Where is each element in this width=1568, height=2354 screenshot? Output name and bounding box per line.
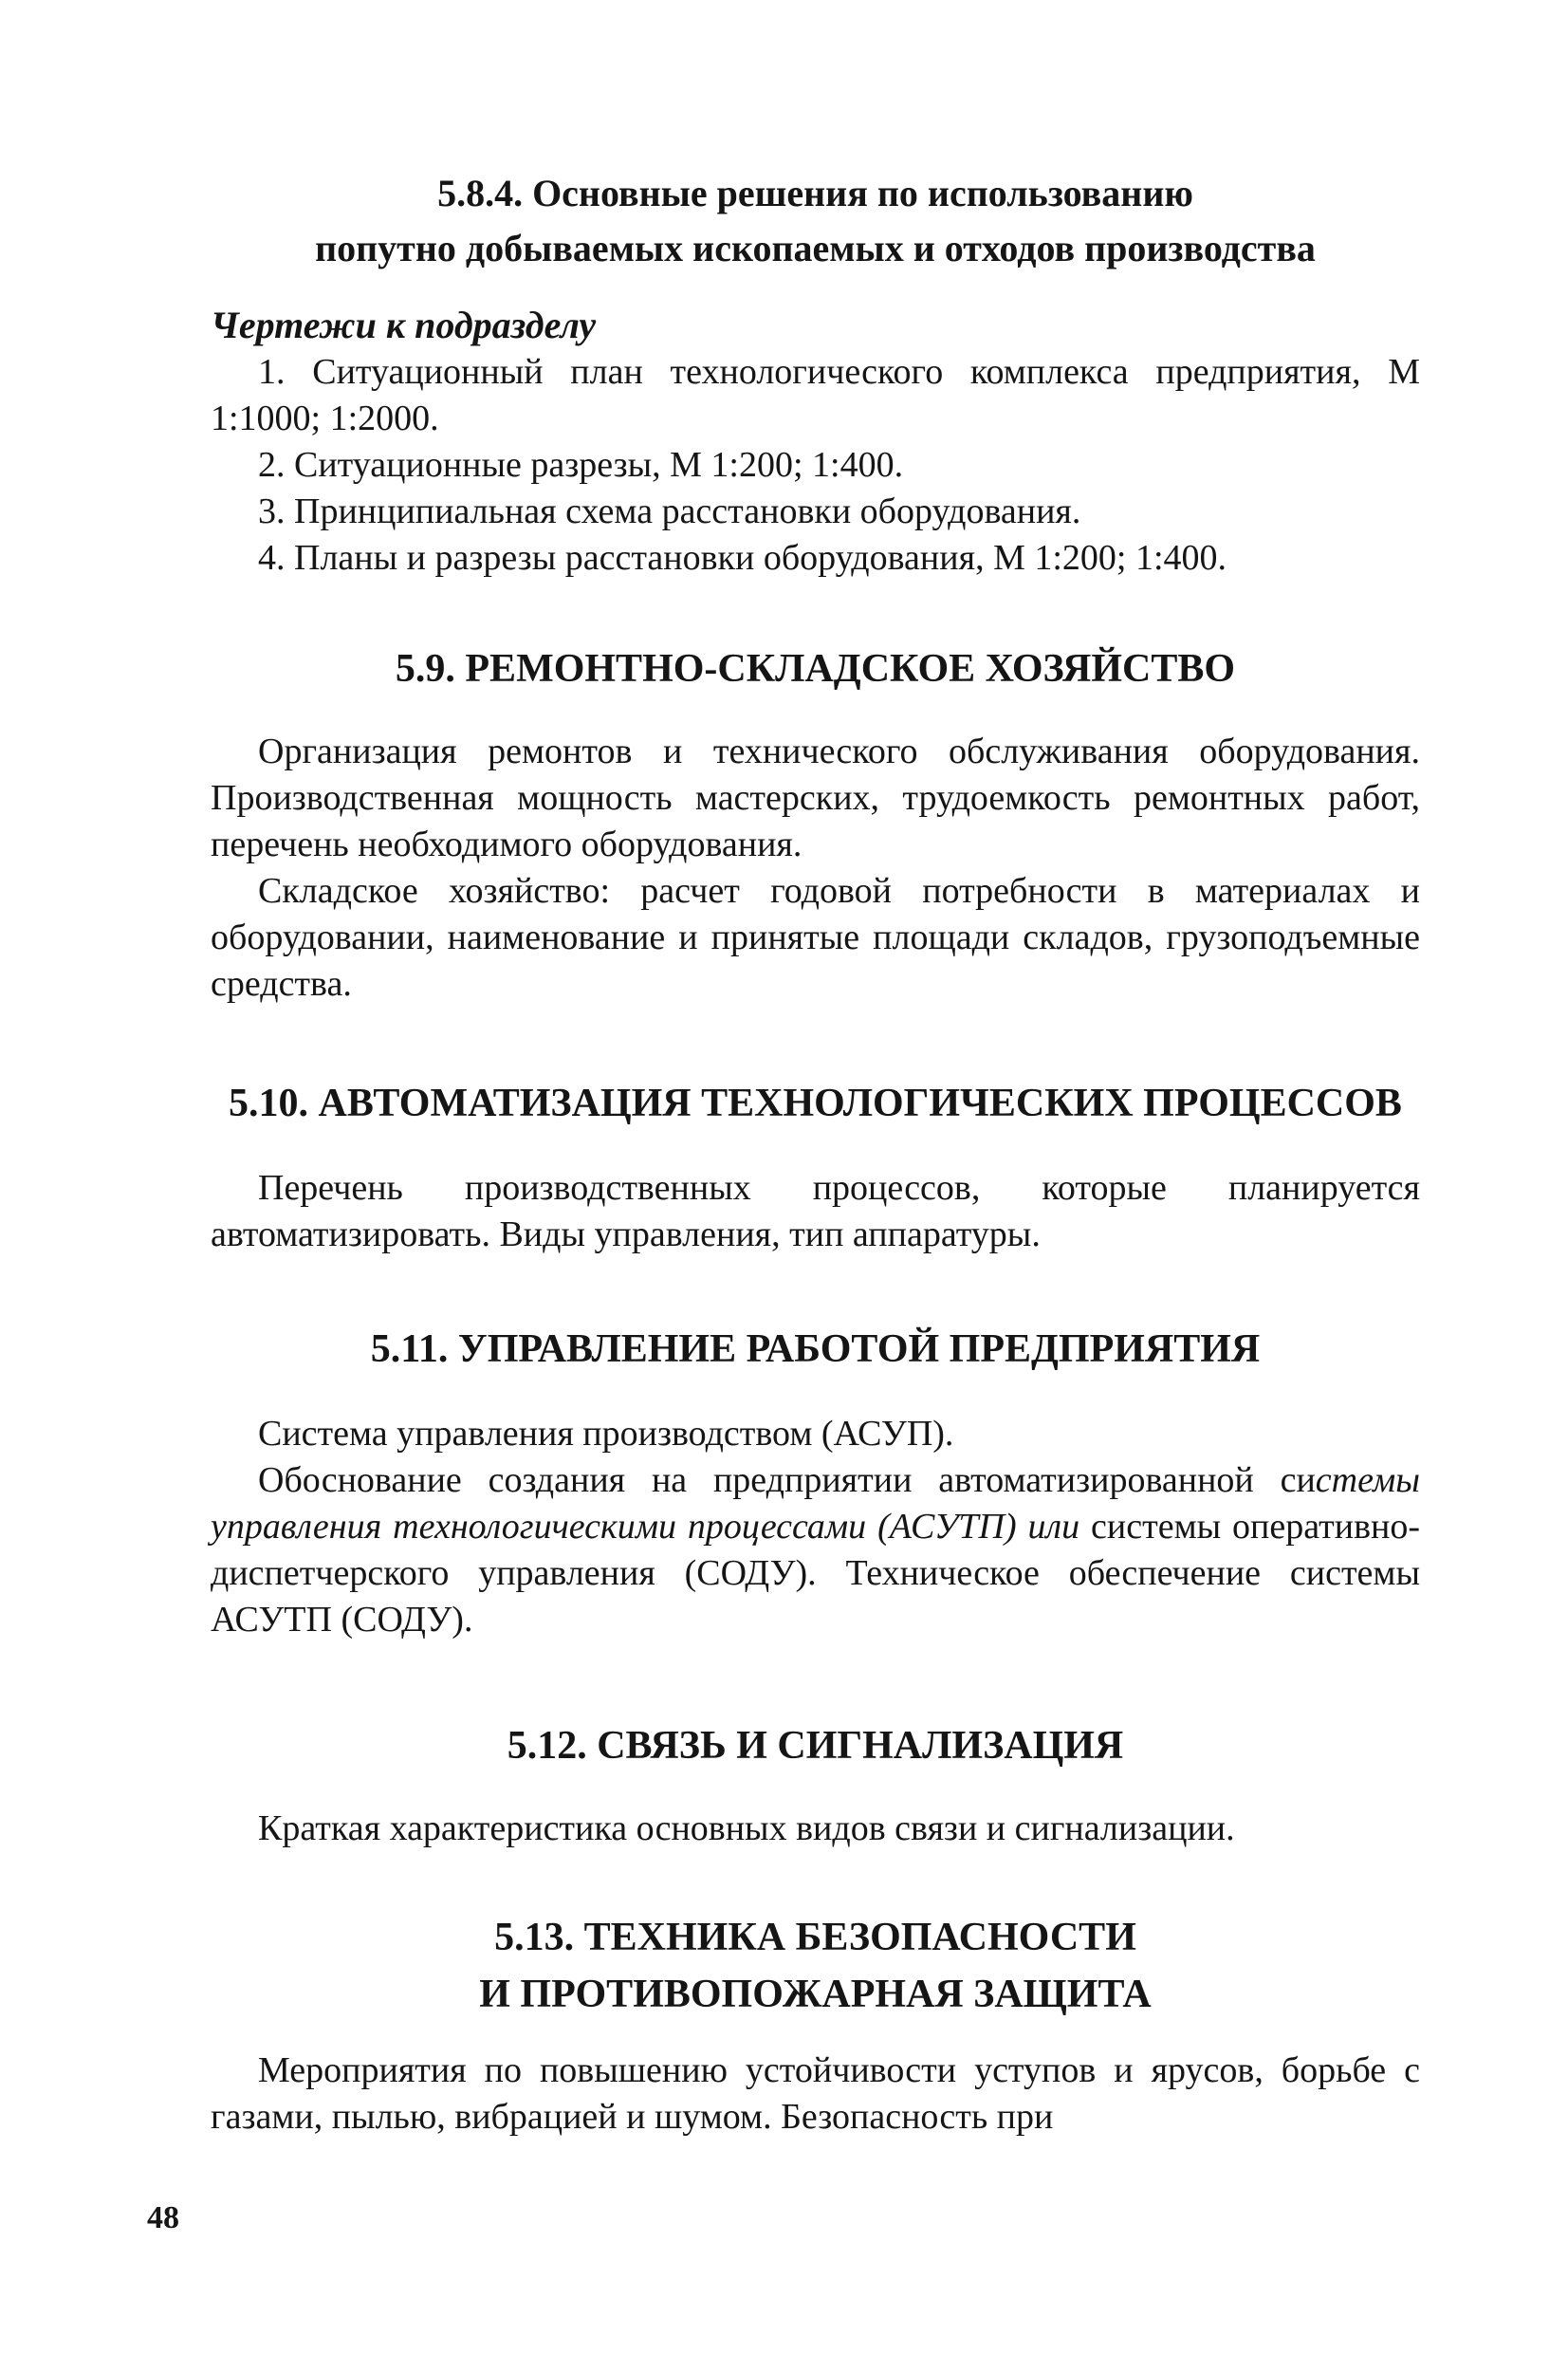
section-5-12-body <box>211 1806 1420 1852</box>
section-5-12 <box>211 1717 1420 1774</box>
drawing-item: 3. Принципиальная схема расстановки оборудования. <box>258 491 1081 531</box>
subsection-5-8-4 <box>211 166 1420 276</box>
italic-text-run: стемы управления технологическими процессами (АСУТП) или <box>211 1460 1420 1547</box>
text-run: Обоснование создания на предприятии автоматизированной си <box>258 1460 1316 1500</box>
section-5-9-body <box>211 729 1420 1008</box>
section-5-13-body <box>211 2048 1420 2141</box>
text-run: системы оперативно-диспетчерского управления (СОДУ). Техническое обеспечение системы АСУТП (СОДУ). <box>211 1507 1421 1640</box>
drawing-item: 1. Ситуационный план технологического комплекса предприятия, М 1:1000; 1:2000. <box>211 352 1420 438</box>
drawing-item: 4. Планы и разрезы расстановки оборудования, М 1:200; 1:400. <box>258 538 1227 578</box>
paragraph: Система управления производством (АСУП). <box>258 1414 954 1454</box>
section-title-line-1: 5.13. ТЕХНИКА БЕЗОПАСНОСТИ <box>494 1916 1136 1959</box>
section-5-9 <box>211 640 1420 697</box>
section-title: 5.12. СВЯЗЬ И СИГНАЛИЗАЦИЯ <box>507 1724 1124 1768</box>
drawings-block <box>211 302 1420 582</box>
section-5-10 <box>211 1075 1420 1132</box>
section-5-11 <box>211 1321 1420 1378</box>
drawing-item: 2. Ситуационные разрезы, М 1:200; 1:400. <box>258 445 904 485</box>
section-5-11-body <box>211 1411 1420 1643</box>
subsection-title-line-2: попутно добываемых ископаемых и отходов производства <box>315 227 1316 269</box>
paragraph: Краткая характеристика основных видов связи и сигнализации. <box>258 1808 1235 1848</box>
page-number: 48 <box>147 2200 179 2235</box>
paragraph: Мероприятия по повышению устойчивости уступов и ярусов, борьбе с газами, пылью, вибрацией и шумом. Безопасность при <box>211 2050 1420 2137</box>
section-5-13 <box>211 1909 1420 2023</box>
section-title: 5.10. АВТОМАТИЗАЦИЯ ТЕХНОЛОГИЧЕСКИХ ПРОЦЕССОВ <box>229 1082 1402 1125</box>
section-title: 5.11. УПРАВЛЕНИЕ РАБОТОЙ ПРЕДПРИЯТИЯ <box>370 1327 1261 1371</box>
paragraph: Складское хозяйство: расчет годовой потребности в материалах и оборудовании, наименование и принятые площади складов, грузоподъемные средства. <box>211 871 1420 1004</box>
paragraph: Перечень производственных процессов, которые планируется автоматизировать. Виды управления, тип аппаратуры. <box>211 1168 1420 1254</box>
paragraph: Организация ремонтов и технического обслуживания оборудования. Производственная мощность мастерских, трудоемкость ремонтных работ, перечень необходимого оборудования. <box>211 732 1420 864</box>
subsection-title-line-1: 5.8.4. Основные решения по использованию <box>437 172 1193 214</box>
section-5-10-body <box>211 1165 1420 1258</box>
drawings-heading: Чертежи к подразделу <box>211 304 597 346</box>
section-title-line-2: И ПРОТИВОПОЖАРНАЯ ЗАЩИТА <box>479 1973 1152 2016</box>
section-title: 5.9. РЕМОНТНО-СКЛАДСКОЕ ХОЗЯЙСТВО <box>395 647 1236 691</box>
paragraph <box>211 1457 1420 1643</box>
